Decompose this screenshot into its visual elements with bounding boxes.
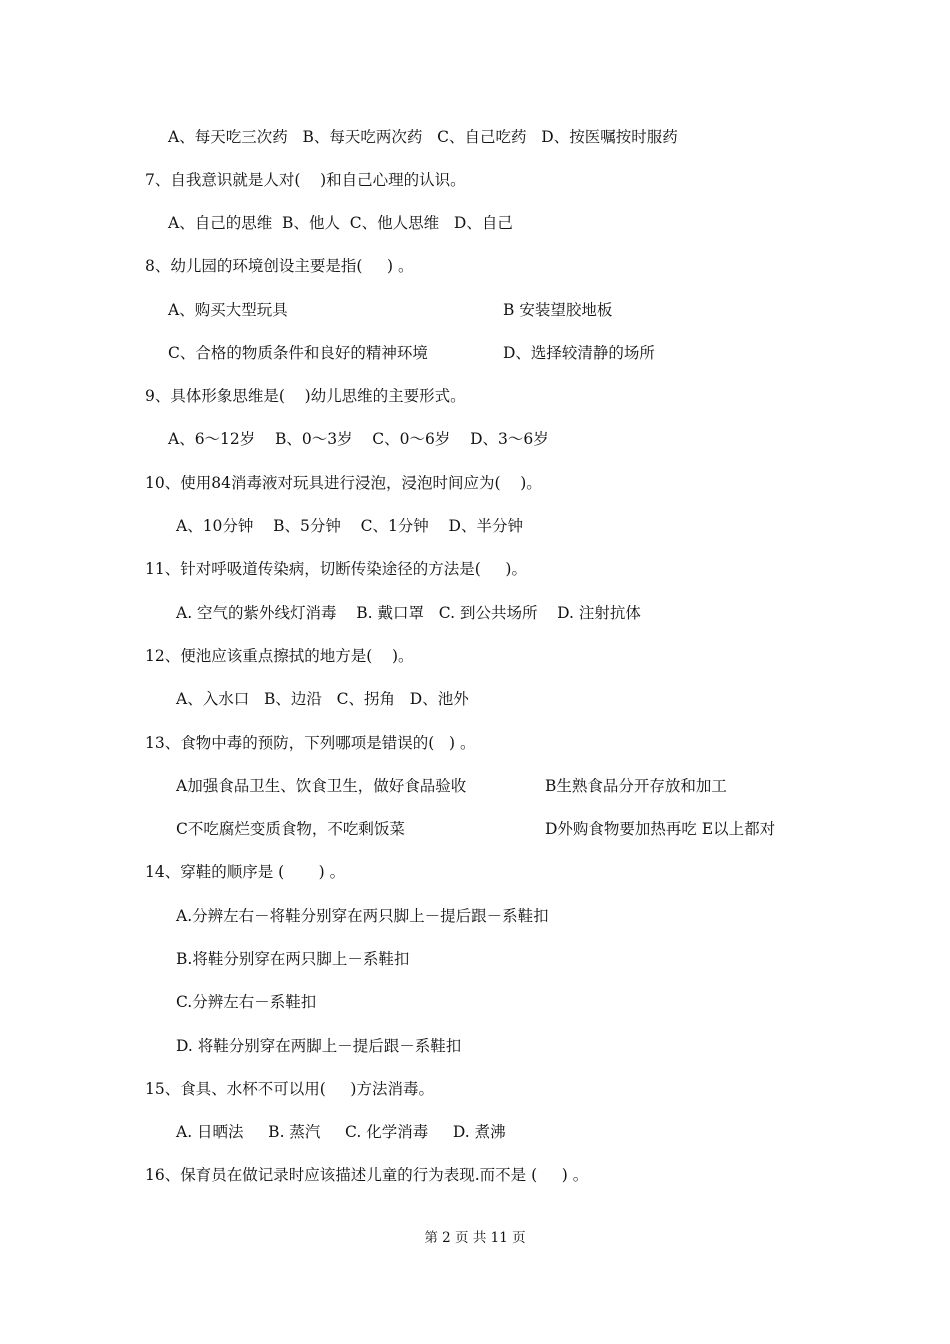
q14-option-d: D. 将鞋分别穿在两脚上－提后跟－系鞋扣 xyxy=(176,1037,462,1055)
question-10: 10、使用84消毒液对玩具进行浸泡，浸泡时间应为( )。 xyxy=(145,474,542,492)
question-12: 12、便池应该重点擦拭的地方是( )。 xyxy=(145,647,414,665)
q14-option-b: B.将鞋分别穿在两只脚上－系鞋扣 xyxy=(176,950,410,968)
q10-options: A、10分钟 B、5分钟 C、1分钟 D、半分钟 xyxy=(176,517,523,535)
q9-options: A、6～12岁 B、0～3岁 C、0～6岁 D、3～6岁 xyxy=(168,430,549,448)
q13-option-b: B生熟食品分开存放和加工 xyxy=(545,777,727,795)
q11-options: A. 空气的紫外线灯消毒 B. 戴口罩 C. 到公共场所 D. 注射抗体 xyxy=(176,604,641,622)
q8-option-c: C、合格的物质条件和良好的精神环境 xyxy=(168,344,428,362)
question-13: 13、食物中毒的预防，下列哪项是错误的( ) 。 xyxy=(145,734,476,752)
q7-options: A、自己的思维 B、他人 C、他人思维 D、自己 xyxy=(168,214,513,232)
q13-option-c: C不吃腐烂变质食物，不吃剩饭菜 xyxy=(176,820,405,838)
q15-options: A. 日晒法 B. 蒸汽 C. 化学消毒 D. 煮沸 xyxy=(176,1123,506,1141)
question-9: 9、具体形象思维是( )幼儿思维的主要形式。 xyxy=(145,387,466,405)
question-7: 7、自我意识就是人对( )和自己心理的认识。 xyxy=(145,171,466,189)
q8-option-a: A、购买大型玩具 xyxy=(168,301,288,319)
q8-option-b: B 安装望胶地板 xyxy=(503,301,613,319)
q13-option-a: A加强食品卫生、饮食卫生，做好食品验收 xyxy=(176,777,467,795)
question-8: 8、幼儿园的环境创设主要是指( ) 。 xyxy=(145,257,414,275)
q6-options: A、每天吃三次药 B、每天吃两次药 C、自己吃药 D、按医嘱按时服药 xyxy=(168,128,678,146)
page-footer: 第 2 页 共 11 页 xyxy=(424,1230,526,1246)
q8-option-d: D、选择较清静的场所 xyxy=(503,344,655,362)
question-11: 11、针对呼吸道传染病，切断传染途径的方法是( )。 xyxy=(145,560,527,578)
question-14: 14、穿鞋的顺序是 ( ) 。 xyxy=(145,863,346,881)
q12-options: A、入水口 B、边沿 C、拐角 D、池外 xyxy=(176,690,469,708)
question-15: 15、食具、水杯不可以用( )方法消毒。 xyxy=(145,1080,434,1098)
question-16: 16、保育员在做记录时应该描述儿童的行为表现.而不是 ( ) 。 xyxy=(145,1166,589,1184)
q14-option-a: A.分辨左右－将鞋分别穿在两只脚上－提后跟－系鞋扣 xyxy=(176,907,549,925)
q14-option-c: C.分辨左右－系鞋扣 xyxy=(176,993,317,1011)
q13-option-d: D外购食物要加热再吃 E以上都对 xyxy=(545,820,776,838)
